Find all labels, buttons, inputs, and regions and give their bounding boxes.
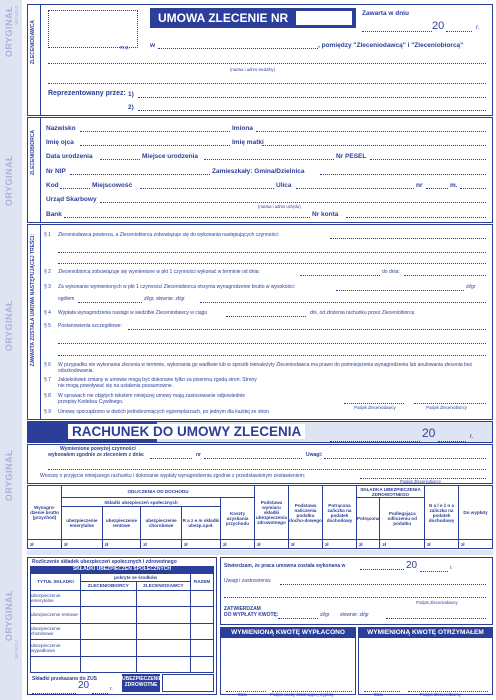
- city-input[interactable]: [140, 183, 274, 189]
- paid-out-label: WYMIENIONĄ KWOTĘ WYPŁACONO: [221, 628, 355, 638]
- year-input[interactable]: [446, 26, 472, 32]
- calculation-table: [27, 485, 493, 549]
- pesel-label: Nr PESEL: [336, 153, 367, 160]
- p4-end: dni, od złożenia rachunku przez Zleceniobiorcę.: [310, 310, 416, 316]
- notes-input[interactable]: [280, 579, 486, 585]
- p1-input-2[interactable]: [58, 247, 486, 253]
- terms-section: [27, 224, 493, 420]
- zus-covered: pokryte ze środków: [81, 574, 191, 582]
- mother-input[interactable]: [262, 140, 486, 146]
- unit-zl: zł: [382, 541, 387, 547]
- work-year-suffix: r.: [450, 565, 453, 571]
- unit-zl: zł: [30, 541, 34, 547]
- p3-amount-input[interactable]: [336, 285, 464, 291]
- year-suffix: r.: [476, 24, 480, 31]
- calc-cell[interactable]: [28, 540, 62, 549]
- col-due-advance: N a l e ż n a zaliczka na podatek dochodowy: [425, 486, 459, 540]
- zus-cell[interactable]: [136, 656, 191, 673]
- unit-zl: zł: [461, 541, 465, 547]
- tax-office-label: Urząd Skarbowy: [46, 196, 97, 203]
- p5-input-3[interactable]: [58, 350, 486, 356]
- calc-cell[interactable]: [288, 540, 322, 549]
- zus-cell[interactable]: [81, 590, 137, 607]
- birth-place-label: Miejsce urodzenia: [142, 153, 198, 160]
- invoice-date-input[interactable]: [330, 436, 420, 442]
- calc-cell[interactable]: [254, 540, 288, 549]
- form-code: MiP 503-2: [14, 640, 19, 660]
- city-label: Miejscowość: [92, 182, 133, 189]
- margin-label: ORYGINAŁ: [4, 450, 14, 502]
- remarks-input[interactable]: [324, 453, 486, 459]
- p4-days-input[interactable]: [226, 311, 306, 317]
- p5-symbol: § 5: [44, 323, 51, 329]
- col-payout: Do wypłaty: [459, 486, 493, 540]
- table-row: [31, 607, 214, 624]
- p3-words-label: zł/gr, słownie: zł/gr: [144, 296, 185, 302]
- zus-cell[interactable]: [191, 656, 214, 673]
- p6-symbol: § 6: [44, 362, 51, 368]
- p2-to-label: do dnia:: [382, 269, 400, 275]
- margin-label: ORYGINAŁ: [4, 155, 14, 207]
- col-gross: Wynagro-dzenie brutto (przychód): [28, 486, 62, 540]
- col-health-deducted: Potrącona: [356, 498, 379, 540]
- p7-symbol: § 7: [44, 377, 51, 383]
- place-prefix: w: [150, 42, 156, 49]
- birth-date-label: Data urodzenia: [46, 153, 93, 160]
- unit-zl: zł: [256, 541, 261, 547]
- calc-cell[interactable]: [380, 540, 425, 549]
- p1-input[interactable]: [330, 233, 486, 239]
- rep1-input[interactable]: [138, 92, 486, 98]
- p4-symbol: § 4: [44, 310, 51, 316]
- postcode-input[interactable]: [60, 183, 90, 189]
- paying-signature-label: Podpis osoby dokonującej wypłaty: [270, 692, 334, 697]
- col-pension: ubezpieczenie emerytalne: [62, 506, 103, 539]
- concluded-on-label: Zawarta w dniu: [362, 10, 409, 17]
- zus-title: Rozliczenie składek ubezpieczeń społecznych i zdrowotnego: [32, 559, 177, 565]
- nip-input[interactable]: [70, 169, 210, 175]
- done-per-label: wykonałem zgodnie ze zleceniem z dnia:: [48, 452, 145, 458]
- house-nr-input[interactable]: [426, 183, 448, 189]
- first-names-input[interactable]: [256, 126, 486, 132]
- calc-cell[interactable]: [102, 540, 140, 549]
- p2-text: Zleceniobiorca zobowiązuje się wymienione w pkt 1 czynności wykonać w terminie od dnia:: [58, 269, 260, 275]
- notes-input-2[interactable]: [224, 592, 486, 598]
- zus-col-client: ZLECENIOBIORCY: [81, 582, 137, 590]
- p2-to-input[interactable]: [404, 270, 486, 276]
- p7-text: Jakiekolwiek zmiany w umowie mogą być dokonane tylko za pisemną zgodą stron. Strony nie mogą powoływać się na ustalenia pozaumowne.: [58, 377, 257, 389]
- p6-text: W przypadku nie wykonania zlecenia w terminie, wykonania go wadliwie lub w sposób nienależyty Zleceniodawca ma prawo do pomniejszenia wynagrodzenia lub anulowania zlecenia bez odszkodowania.: [58, 362, 473, 374]
- deductions-group: ODLICZENIA OD DOCHODU: [62, 486, 255, 498]
- zus-col-title: TYTUŁ SKŁADKI: [31, 574, 81, 591]
- zus-cell[interactable]: [81, 640, 137, 657]
- received-label: WYMIENIONĄ KWOTĘ OTRZYMAŁEM: [359, 628, 492, 638]
- order-nr-label: nr: [196, 452, 201, 458]
- zus-year-suffix: r.: [110, 686, 113, 692]
- invoice-signature-label: Podpis Zleceniobiorcy: [400, 479, 441, 484]
- calc-cell[interactable]: [220, 540, 254, 549]
- residence-input[interactable]: [320, 169, 486, 175]
- zus-row-label: ubezpieczenie rentowe: [31, 607, 81, 624]
- zus-cell[interactable]: [191, 607, 214, 624]
- tax-office-hint: (nazwa i adres urzędu): [258, 204, 301, 209]
- bank-label: Bank: [46, 211, 62, 218]
- zus-row-label: ubezpieczenie wypadkowe: [31, 640, 81, 657]
- approve-currency: zł/gr: [320, 612, 330, 618]
- contract-title: UMOWA ZLECENIE NR: [150, 8, 356, 28]
- zus-col-sum: RAZEM: [191, 574, 214, 591]
- calc-values-row[interactable]: [28, 540, 493, 549]
- p2-symbol: § 2: [44, 269, 51, 275]
- street-input[interactable]: [296, 183, 414, 189]
- col-health-base: Podstawa wymiaru składki ubezpieczenia zdrowotnego: [254, 486, 288, 540]
- account-input[interactable]: [346, 212, 486, 218]
- col-tax-base: Podstawa naliczenia podatku docho-dowego: [288, 486, 322, 540]
- unit-zl: zł: [358, 541, 363, 547]
- unit-zl: zł: [183, 541, 188, 547]
- contractor-side-label: ZLECENIOBIORCA: [30, 130, 36, 175]
- invoice-year-prefix: 20: [422, 426, 436, 440]
- between-text: , pomiędzy "Zleceniodawcą" i "Zleceniobiorcą": [318, 42, 464, 49]
- postcode-label: Kod: [46, 182, 59, 189]
- col-social-total: R a z e m składki ubezp.społ.: [181, 506, 220, 539]
- mother-label: Imię matki: [232, 139, 264, 146]
- zus-date-input[interactable]: [32, 688, 76, 694]
- zus-cell[interactable]: [81, 623, 137, 640]
- birth-place-input[interactable]: [204, 154, 334, 160]
- calc-cell[interactable]: [459, 540, 493, 549]
- zus-row-label: ubezpieczenie chorobowe: [31, 623, 81, 640]
- zus-cell[interactable]: [136, 640, 191, 657]
- p8-symbol: § 8: [44, 393, 51, 399]
- first-names-label: Imiona: [232, 125, 253, 132]
- calc-cell[interactable]: [425, 540, 459, 549]
- col-disability: ubezpieczenie rentowe: [102, 506, 140, 539]
- zus-cell[interactable]: [136, 607, 191, 624]
- p3-words-input[interactable]: [200, 297, 486, 303]
- year-prefix: 20: [432, 20, 445, 32]
- zus-col-contractor: ZLECENIODAWCY: [136, 582, 191, 590]
- father-label: Imię ojca: [46, 139, 74, 146]
- representative-label: Reprezentowany przez:: [48, 90, 126, 97]
- order-nr-input[interactable]: [204, 453, 302, 459]
- father-input[interactable]: [80, 140, 230, 146]
- remarks-label: Uwagi:: [306, 452, 323, 458]
- col-health-deductible: Podlegająca odliczeniu od podatku: [380, 498, 425, 540]
- social-group: Składki ubezpieczeń społecznych: [62, 498, 221, 507]
- invoice-year-suffix: r.: [470, 433, 474, 440]
- flat-label: m.: [450, 182, 458, 189]
- zus-cell[interactable]: [81, 656, 137, 673]
- place-input[interactable]: [158, 43, 318, 49]
- form-code: MiP 503-2: [14, 6, 19, 26]
- zus-header: SKŁADKI UBEZPIECZEŃ SPOŁECZNYCH: [30, 566, 214, 573]
- order-date-input[interactable]: [150, 453, 192, 459]
- calc-cell[interactable]: [181, 540, 220, 549]
- calc-cell[interactable]: [322, 540, 356, 549]
- p3-total-input[interactable]: [78, 297, 142, 303]
- zus-cell[interactable]: [191, 623, 214, 640]
- zus-transferred-label: Składki przekazano do ZUS: [32, 676, 98, 682]
- approve-label: ZATWIERDZAM: [224, 606, 261, 612]
- margin-label: ORYGINAŁ: [4, 590, 14, 642]
- unit-zl: zł: [427, 541, 431, 547]
- col-tax-advance: Potrącona zaliczka na podatek dochodowy: [322, 486, 356, 540]
- client-side-label: ZLECENIODAWCA: [30, 20, 36, 65]
- remarks-input-2[interactable]: [48, 464, 486, 470]
- surname-label: Nazwisko: [46, 125, 76, 132]
- terms-side-label: ZAWARTA ZOSTAŁA UMOWA NASTĘPUJĄCEJ TREŚCI:: [30, 234, 36, 367]
- p5-input[interactable]: [128, 324, 486, 330]
- rep1-label: 1): [128, 91, 134, 98]
- house-nr-label: nr: [416, 182, 423, 189]
- work-year-prefix: 20: [406, 560, 418, 571]
- street-label: Ulica: [276, 182, 292, 189]
- paid-date-label: Data: [238, 692, 247, 697]
- p8-text: W sprawach nie objętych tekstem niniejszej umowy mają zastosowanie odpowiednie przepisy Kodeksu Cywilnego.: [58, 393, 246, 405]
- zus-table: [30, 573, 214, 673]
- pesel-input[interactable]: [370, 154, 486, 160]
- client-signature-label: Podpis Zleceniodawcy: [354, 405, 396, 410]
- unit-zl: zł: [64, 541, 68, 547]
- rep2-input[interactable]: [138, 105, 486, 111]
- col-sickness: ubezpieczenie chorobowe: [141, 506, 182, 539]
- unit-zl: zł: [143, 541, 147, 547]
- calc-cell[interactable]: [62, 540, 103, 549]
- zus-cell[interactable]: [81, 607, 137, 624]
- invoice-year-input[interactable]: [438, 436, 466, 442]
- zus-year-prefix: 20: [78, 680, 90, 691]
- work-date-input[interactable]: [360, 564, 404, 570]
- bank-input[interactable]: [64, 212, 310, 218]
- p2-from-input[interactable]: [300, 270, 380, 276]
- p9-symbol: § 9: [44, 409, 51, 415]
- approve-words-input[interactable]: [386, 613, 486, 619]
- rep2-label: 2): [128, 104, 134, 111]
- health-group: SKŁADKA UBEZPIECZENIA ZDROWOTNEGO: [356, 486, 424, 498]
- payment-request: Wnoszę o przyjęcie niniejszego rachunku i dokonanie wypłaty wynagrodzenia zgodnie z przedstawionym zestawieniem:: [40, 473, 306, 479]
- p1-input-3[interactable]: [58, 258, 486, 264]
- table-row: [31, 656, 214, 673]
- table-row: [31, 640, 214, 657]
- approve-words-label: słownie: zł/gr: [340, 612, 369, 618]
- contract-number-input[interactable]: [296, 11, 352, 25]
- zus-cell[interactable]: [191, 640, 214, 657]
- account-label: Nr konta: [312, 211, 339, 218]
- zus-year-input[interactable]: [92, 688, 108, 694]
- listed-work-label: Wymienione powyżej czynności: [60, 446, 136, 452]
- zus-row-label: ubezpieczenie emerytalne: [31, 590, 81, 607]
- nip-label: Nr NIP: [46, 168, 66, 175]
- p1-symbol: § 1: [44, 232, 51, 238]
- unit-zl: zł: [222, 541, 227, 547]
- client-name-input[interactable]: [48, 58, 486, 64]
- approval-signature-label: Podpis Zleceniodawcy: [416, 600, 458, 605]
- zus-cell[interactable]: [136, 623, 191, 640]
- p3-total-label: ogółem: [58, 296, 75, 302]
- client-address-input[interactable]: [48, 78, 486, 84]
- received-signature-label: Podpis Zleceniobiorcy: [420, 692, 461, 697]
- contractor-signature-label: Podpis Zleceniobiorcy: [426, 405, 467, 410]
- calc-cell[interactable]: [356, 540, 379, 549]
- client-signature-input[interactable]: [344, 398, 404, 404]
- zus-health-label: UBEZPIECZENIE ZDROWOTNE: [122, 674, 160, 692]
- margin-label: ORYGINAŁ: [4, 300, 14, 352]
- tax-office-input[interactable]: [100, 197, 486, 203]
- p3-text: Za wykonanie wymienionych w pkt 1 czynności Zleceniobiorca otrzyma wynagrodzenie brutto w wysokości:: [58, 284, 296, 290]
- unit-zl: zł: [324, 541, 329, 547]
- p5-text: Postanowienia szczegółowe:: [58, 323, 122, 329]
- surname-input[interactable]: [80, 126, 230, 132]
- work-confirm-label: Stwierdzam, że praca umowna została wykonana w: [224, 563, 346, 569]
- unit-zl: zł: [104, 541, 109, 547]
- margin-label: ORYGINAŁ: [4, 6, 14, 58]
- invoice-title: RACHUNEK DO UMOWY ZLECENIA: [68, 424, 305, 439]
- work-year-input[interactable]: [420, 566, 448, 572]
- flat-input[interactable]: [460, 183, 486, 189]
- table-row: [31, 623, 214, 640]
- concluded-date-input[interactable]: [362, 26, 432, 32]
- birth-date-input[interactable]: [100, 154, 140, 160]
- col-costs: Koszty uzyskania przychodu: [220, 498, 254, 540]
- approve-amount-label: DO WYPŁATY KWOTĘ:: [224, 612, 279, 618]
- stamp-mp: m.p.: [120, 45, 130, 51]
- residence-label: Zamieszkały: Gmina/Dzielnica: [212, 168, 305, 175]
- zus-cell[interactable]: [191, 590, 214, 607]
- zus-health-input[interactable]: [162, 674, 214, 692]
- name-address-hint: (nazwa i adres siedziby): [230, 67, 275, 72]
- p9-text: Umowę sporządzono w dwóch jednobrzmiących egzemplarzach, po jednym dla każdej ze stron.: [58, 409, 271, 415]
- received-date-label: Data: [374, 692, 383, 697]
- contractor-signature-input[interactable]: [414, 398, 486, 404]
- p1-text: Zleceniodawca powierza, a Zleceniobiorca zobowiązuje się do wykonania następujących czynności:: [58, 232, 279, 238]
- approve-amount-input[interactable]: [278, 613, 318, 619]
- p5-input-2[interactable]: [58, 338, 486, 344]
- zus-cell[interactable]: [136, 590, 191, 607]
- p3-currency: zł/gr: [466, 284, 476, 290]
- stamp-area[interactable]: [48, 10, 138, 48]
- table-row: [31, 590, 214, 607]
- notes-label: Uwagi i zastrzeżenia:: [224, 578, 272, 584]
- calc-cell[interactable]: [141, 540, 182, 549]
- p4-text: Wypłata wynagrodzenia nastąpi w siedzibie Zleceniodawcy w ciągu: [58, 310, 208, 316]
- p3-symbol: § 3: [44, 284, 51, 290]
- unit-zl: zł: [290, 541, 295, 547]
